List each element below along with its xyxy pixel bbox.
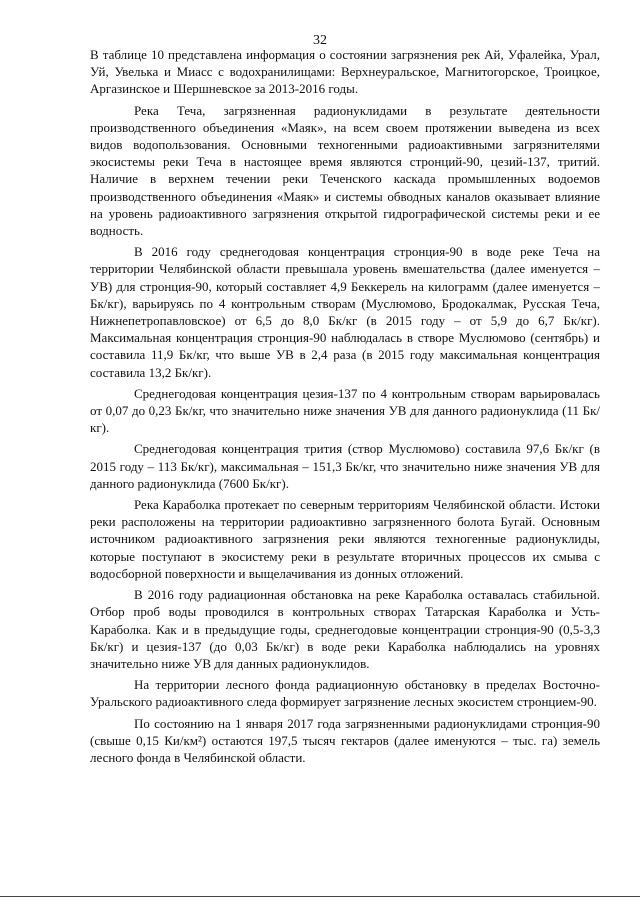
paragraph-forest-fund: На территории лесного фонда радиационную обстановку в пределах Восточно-Уральского радиоактивного следа формирует загрязнение лесных экосистем стронцием-90.: [90, 677, 600, 710]
paragraph-karabolka-2016: В 2016 году радиационная обстановка на реке Караболка оставалась стабильной. Отбор проб воды проводился в контрольных створах Татарская Караболка и Усть-Караболка. Как и в предыдущие годы, среднегодовые концентрации стронция-90 (0,5-3,3 Бк/кг) и цезия-137 (до 0,03 Бк/кг) в воде реки Караболка наблюдались на уровнях значительно ниже УВ для данных радионуклидов.: [90, 587, 600, 671]
paragraph-techa-strontium-2016: В 2016 году среднегодовая концентрация стронция-90 в воде реке Теча на территории Челябинской области превышала уровень вмешательства (далее именуется – УВ) для стронция-90, который составляет 4,9 Беккерель на килограмм (далее именуется – Бк/кг), варьируясь по 4 контрольным створам (Муслюмово, Бродокалмак, Русская Теча, Нижнепетропавловское) от 6,5 до 8,0 Бк/кг (в 2015 году – от 5,9 до 6,7 Бк/кг). Максимальная концентрация стронция-90 наблюдалась в створе Муслюмово (сентябрь) и составила 11,9 Бк/кг, что выше УВ в 2,4 раза (в 2015 году максимальная концентрация составила 13,2 Бк/кг).: [90, 244, 600, 380]
paragraph-techa-river-overview: Река Теча, загрязненная радионуклидами в результате деятельности производственного объединения «Маяк», на всем своем протяжении выведена из всех видов водопользования. Основными техногенными радиоактивными загрязнителями экосистемы реки Теча в настоящее время являются стронций-90, цезий-137, тритий. Наличие в верхнем течении реки Теченского каскада промышленных водоемов производственного объединения «Маяк» и системы обводных каналов оказывает влияние на уровень радиоактивного загрязнения открытой гидрографической системы реки и ее водность.: [90, 102, 600, 239]
paragraph-techa-tritium: Среднегодовая концентрация трития (створ Муслюмово) составила 97,6 Бк/кг (в 2015 году – 113 Бк/кг), максимальная – 151,3 Бк/кг, что значительно ниже значения УВ для данного радионуклида (7600 Бк/кг).: [90, 441, 600, 491]
paragraph-techa-cesium: Среднегодовая концентрация цезия-137 по 4 контрольным створам варьировалась от 0,07 до 0,23 Бк/кг, что значительно ниже значения УВ для данного радионуклида (11 Бк/кг).: [90, 385, 600, 436]
document-body: [90, 46, 600, 770]
paragraph-forest-strontium-area: По состоянию на 1 января 2017 года загрязненными радионуклидами стронция-90 (свыше 0,15 Ки/км²) остаются 197,5 тысяч гектаров (далее именуются – тыс. га) земель лесного фонда в Челябинской области.: [90, 715, 600, 765]
page-number: 32: [313, 33, 327, 48]
paragraph-rivers-table-intro: В таблице 10 представлена информация о состоянии загрязнения рек Ай, Уфалейка, Урал, Уй, Увелька и Миасс с водохранилищами: Верхнеуральское, Магнитогорское, Троицкое, Аргазинское и Шершневское за 2013-2016 годы.: [90, 47, 600, 97]
paragraph-karabolka-overview: Река Караболка протекает по северным территориям Челябинской области. Истоки реки расположены на территории радиоактивно загрязненного болота Бугай. Основным источником радиоактивного загрязнения реки являются техногенные радионуклиды, которые поступают в экосистему реки в результате вторичных процессов их смыва с водосборной поверхности и выщелачивания из донных отложений.: [90, 497, 600, 581]
page-bottom-rule: [0, 896, 640, 897]
